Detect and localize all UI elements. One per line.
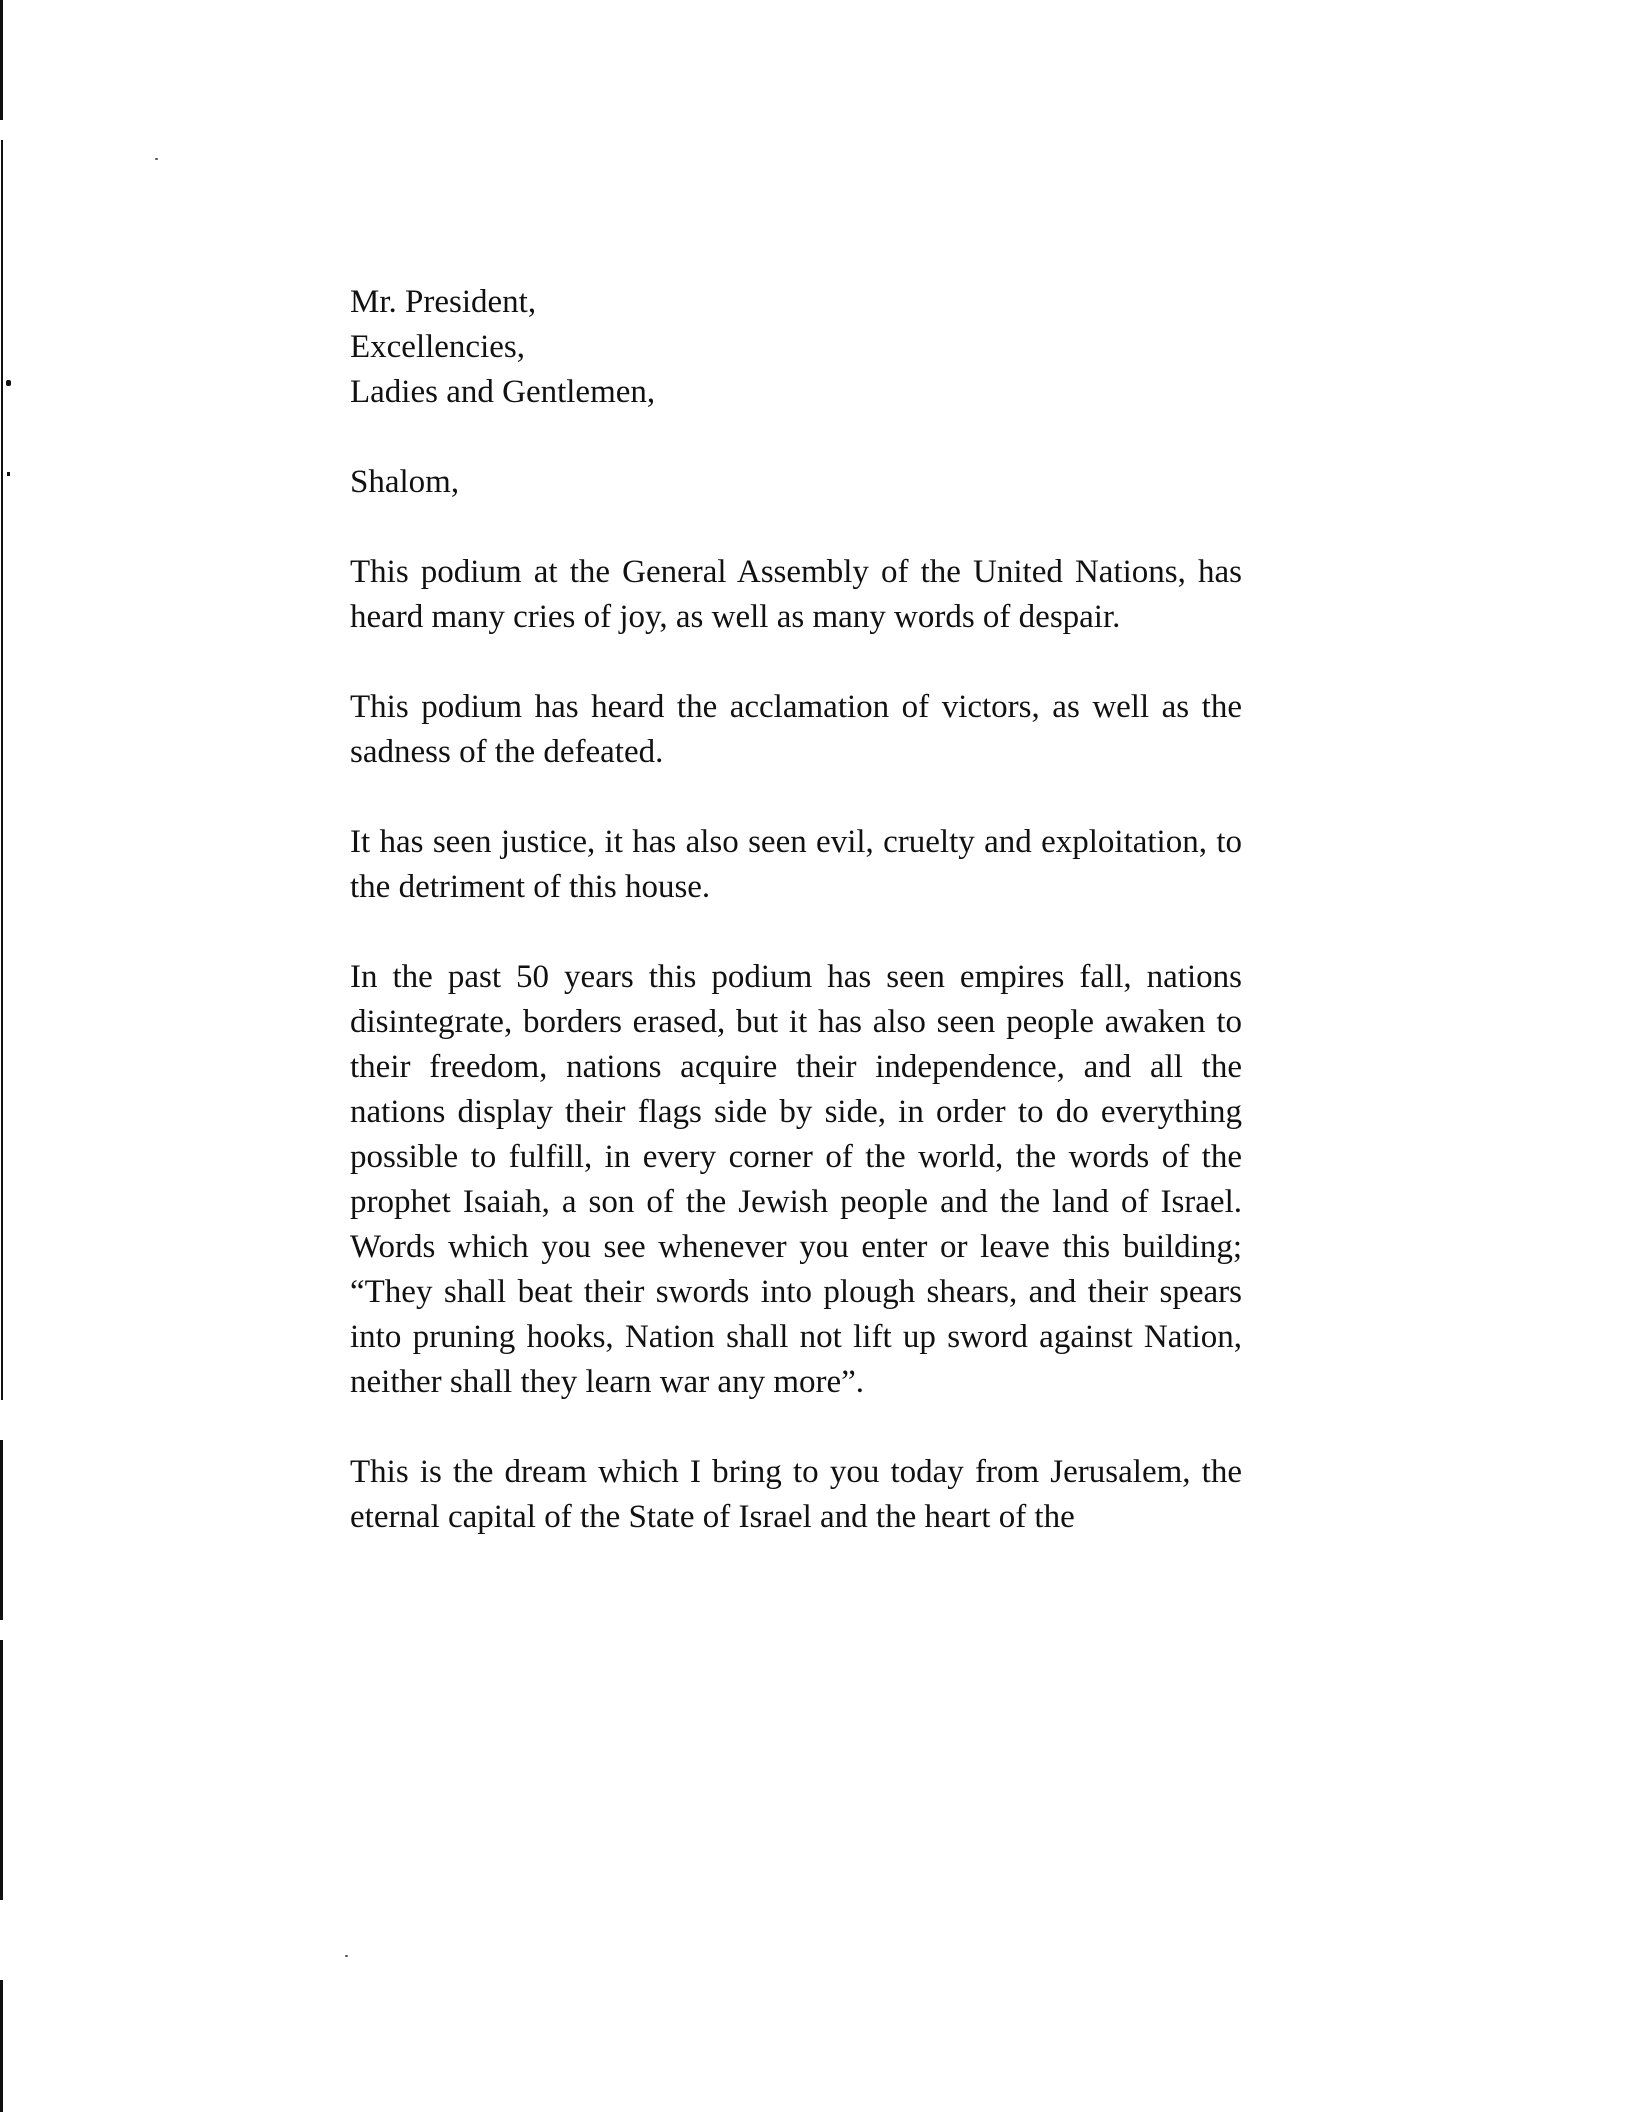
spacer	[350, 415, 1242, 460]
scan-edge-line	[1, 140, 3, 1400]
paragraph-victors: This podium has heard the acclamation of victors, as well as the sadness of the defeated.	[350, 689, 1242, 770]
paragraph-justice: It has seen justice, it has also seen evil, cruelty and exploitation, to the detriment of this house.	[350, 824, 1242, 905]
scan-edge-line	[0, 1640, 3, 1900]
paragraph-fifty-years: In the past 50 years this podium has seen empires fall, nations disintegrate, borders erased, but it has also seen people awaken to their freedom, nations acquire their independence, and all the nations display their flags side by side, in order to do everything possible to fulfill, in every corner of the world, the words of the prophet Isaiah, a son of the Jewish people and the land of Israel. Words which you see whenever you enter or leave this building; “They shall beat their swords into plough shears, and their spears into pruning hooks, Nation shall not lift up sword against Nation, neither shall they learn war any more”.	[350, 959, 1242, 1400]
salutation-line: Ladies and Gentlemen,	[350, 374, 656, 410]
salutation	[350, 280, 1242, 415]
letter-body	[350, 280, 1242, 1540]
scan-edge-line	[0, 1440, 3, 1620]
paragraph-dream: This is the dream which I bring to you today from Jerusalem, the eternal capital of the State of Israel and the heart of the	[350, 1454, 1242, 1535]
scan-edge-dot	[7, 472, 10, 476]
salutation-line: Excellencies,	[350, 329, 525, 365]
scan-edge-line	[0, 1980, 3, 2112]
scan-edge-dot	[6, 380, 11, 386]
paragraph-podium-cries: This podium at the General Assembly of the United Nations, has heard many cries of joy, as well as many words of despair.	[350, 554, 1242, 635]
salutation-line: Mr. President,	[350, 284, 537, 320]
scan-speck	[345, 1955, 348, 1957]
greeting: Shalom,	[350, 464, 460, 500]
scan-speck	[155, 158, 158, 160]
scan-edge-line	[0, 0, 3, 120]
